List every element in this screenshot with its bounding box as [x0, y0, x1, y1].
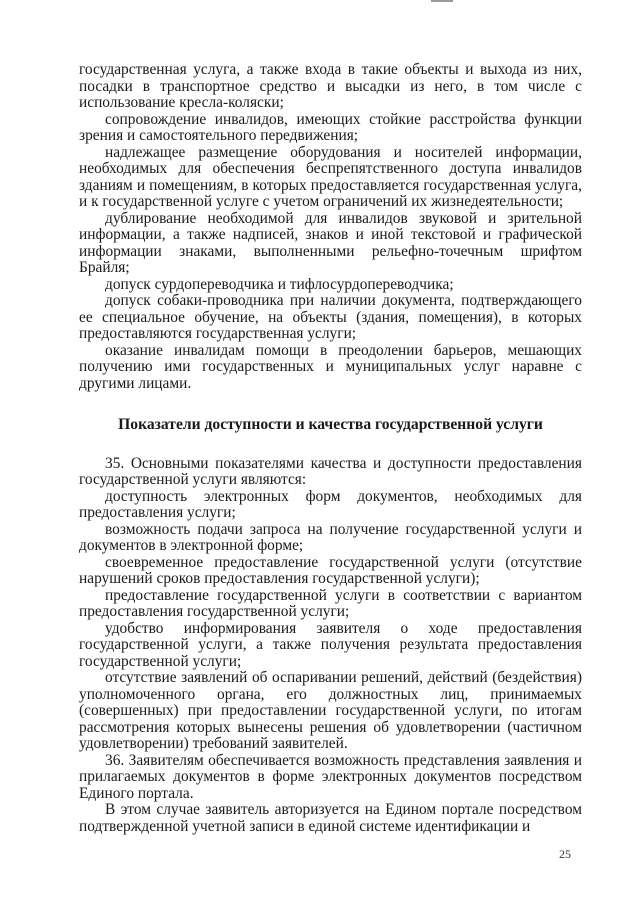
paragraph: возможность подачи запроса на получение государственной услуги и документов в электронной форме; — [79, 520, 582, 554]
paragraph: допуск сурдопереводчика и тифлосурдопереводчика; — [105, 275, 454, 293]
page-number: 25 — [559, 847, 571, 861]
paragraph: сопровождение инвалидов, имеющих стойкие расстройства функции зрения и самостоятельного передвижения; — [79, 110, 582, 144]
paragraph: отсутствие заявлений об оспаривании решений, действий (бездействия) уполномоченного органа, его должностных лиц, принимаемых (совершенных) при предоставлении государственной услуги, по итогам рассмотрения которых вынесены решения об удовлетворении (частичном удовлетворении) требований заявителей. — [79, 669, 582, 752]
paragraph: своевременное предоставление государственной услуги (отсутствие нарушений сроков предоставления государственной услуги); — [79, 553, 582, 587]
paragraph: оказание инвалидам помощи в преодолении барьеров, мешающих получению ими государственных и муниципальных услуг наравне с другими лицами. — [79, 341, 582, 392]
document-body — [79, 62, 582, 835]
paragraph: государственная услуга, а также входа в такие объекты и выхода из них, посадки в транспортное средство и высадки из него, в том числе с использование кресла-коляски; — [79, 61, 582, 111]
paragraph: предоставление государственной услуги в соответствии с вариантом предоставления государственной услуги; — [79, 586, 582, 620]
paragraph: В этом случае заявитель авторизуется на Едином портале посредством подтвержденной учетной записи в единой системе идентификации и — [79, 801, 582, 835]
paragraph: удобство информирования заявителя о ходе предоставления государственной услуги, а также получения результата предоставления государственной услуги; — [79, 619, 582, 670]
paragraph: 35. Основными показателями качества и доступности предоставления государственной услуги являются: — [79, 454, 582, 488]
paragraph: допуск собаки-проводника при наличии документа, подтверждающего ее специальное обучение, на объекты (здания, помещения), в которых предоставляются государственная услуги; — [79, 292, 582, 342]
paragraph: доступность электронных форм документов, необходимых для предоставления услуги; — [79, 487, 582, 521]
section-heading: Показатели доступности и качества государственной услуги — [118, 416, 543, 433]
paragraph: 36. Заявителям обеспечивается возможность представления заявления и прилагаемых документов в форме электронных документов посредством Единого портала. — [79, 751, 582, 802]
scan-mark — [431, 0, 453, 2]
paragraph: дублирование необходимой для инвалидов звуковой и зрительной информации, а также надписей, знаков и иной текстовой и графической информации знаками, выполненными рельефно-точечным шрифтом Брайля; — [79, 209, 582, 276]
paragraph: надлежащее размещение оборудования и носителей информации, необходимых для обеспечения беспрепятственного доступа инвалидов зданиям и помещениям, в которых предоставляется государственная услуга, и к государственной услуге с учетом ограничений их жизнедеятельности; — [79, 143, 582, 210]
